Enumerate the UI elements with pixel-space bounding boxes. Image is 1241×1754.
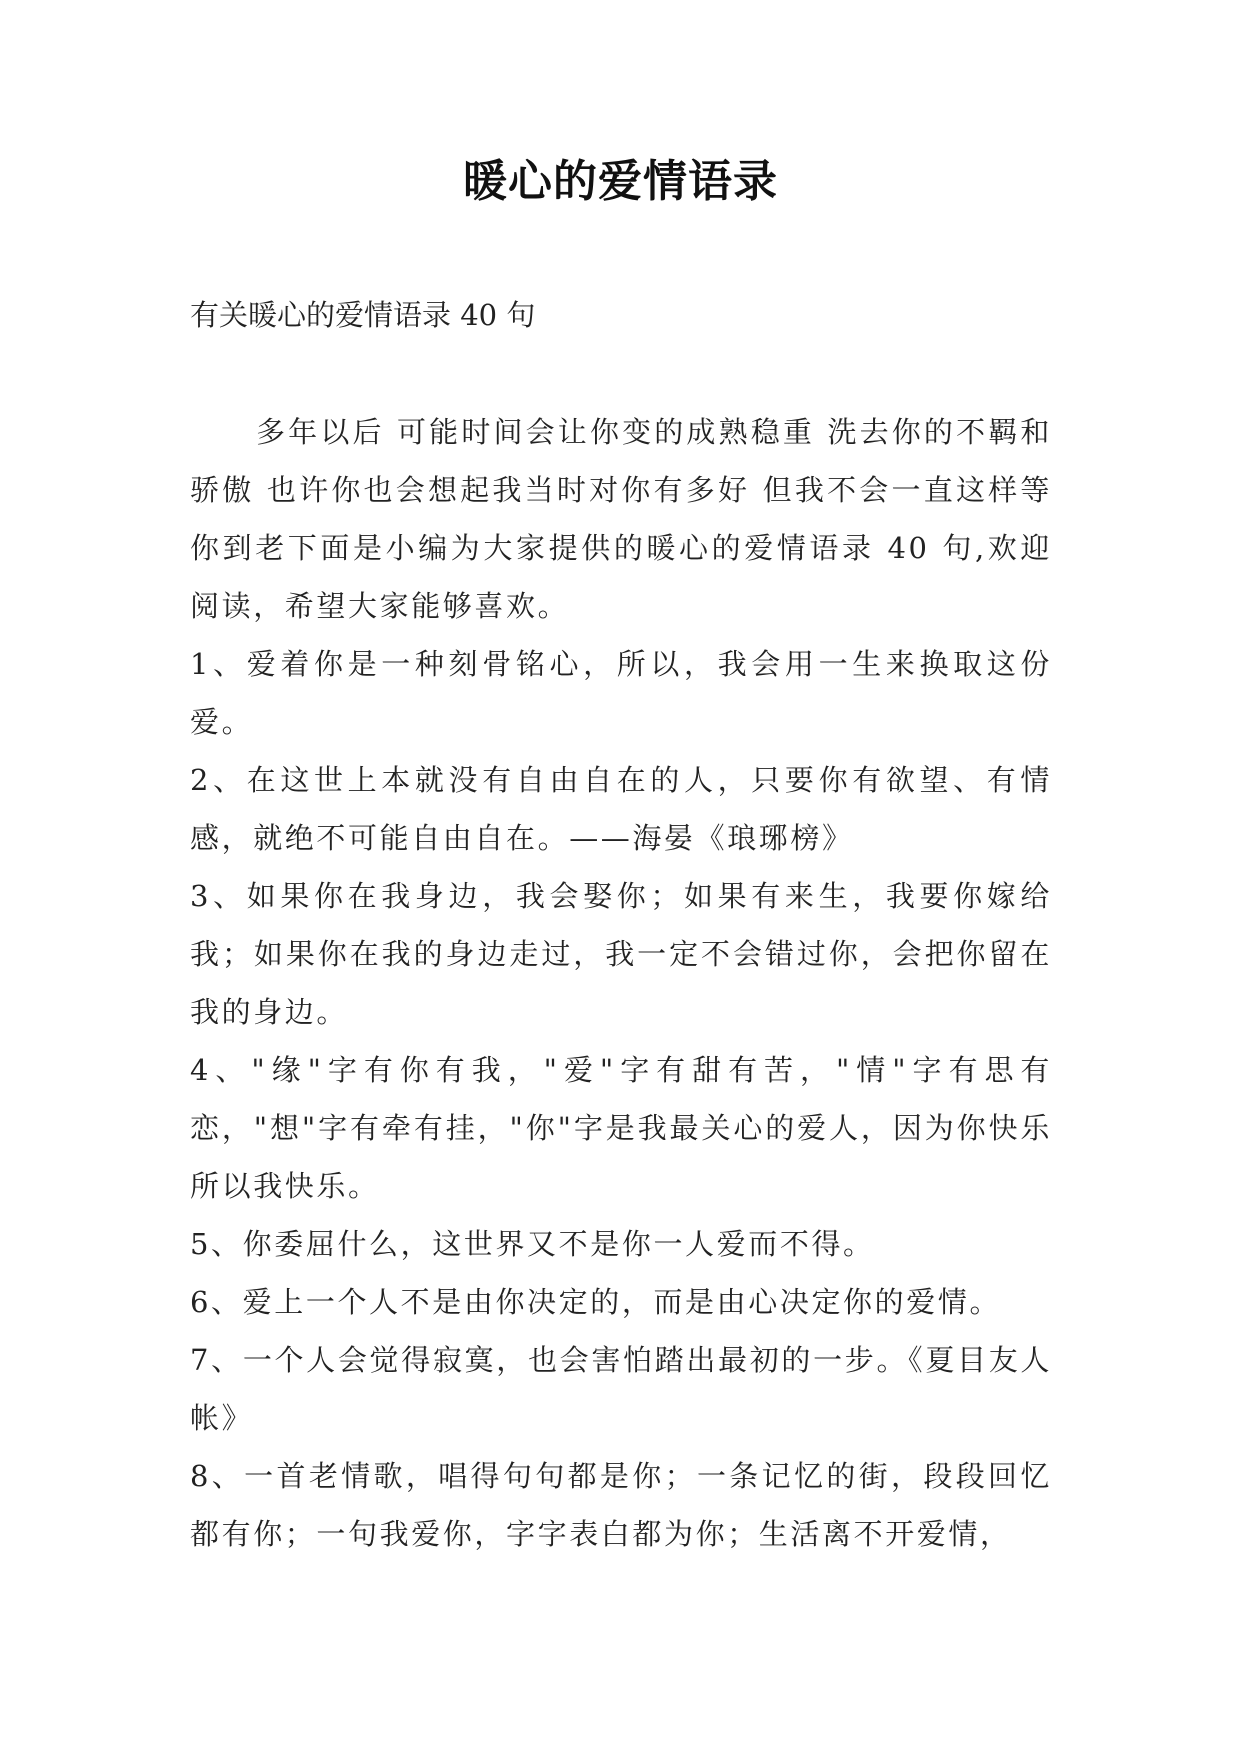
quote-paragraph: 6、爱上一个人不是由你决定的，而是由心决定你的爱情。	[190, 1285, 1002, 1319]
document-body	[190, 403, 1052, 1563]
quote-paragraph: 1、爱着你是一种刻骨铭心，所以，我会用一生来换取这份爱。	[190, 647, 1052, 739]
quote-paragraph: 4、"缘"字有你有我，"爱"字有甜有苦，"情"字有思有恋，"想"字有牵有挂，"你"字是我最关心的爱人，因为你快乐所以我快乐。	[190, 1053, 1052, 1203]
intro-paragraph: 多年以后 可能时间会让你变的成熟稳重 洗去你的不羁和骄傲 也许你也会想起我当时对你有多好 但我不会一直这样等你到老下面是小编为大家提供的暖心的爱情语录 40 句,欢迎阅读，希望大家能够喜欢。	[190, 415, 1052, 623]
quote-paragraph: 2、在这世上本就没有自由自在的人，只要你有欲望、有情感，就绝不可能自由自在。——海晏《琅琊榜》	[190, 763, 1052, 855]
document-title: 暖心的爱情语录	[463, 156, 778, 207]
quote-paragraph: 8、一首老情歌，唱得句句都是你；一条记忆的街，段段回忆都有你；一句我爱你，字字表白都为你；生活离不开爱情，	[190, 1459, 1052, 1551]
document-subtitle: 有关暖心的爱情语录 40 句	[190, 298, 536, 332]
quote-paragraph: 5、你委屈什么，这世界又不是你一人爱而不得。	[190, 1227, 875, 1261]
quote-paragraph: 7、一个人会觉得寂寞，也会害怕踏出最初的一步。《夏目友人帐》	[190, 1343, 1052, 1435]
quote-paragraph: 3、如果你在我身边，我会娶你；如果有来生，我要你嫁给我；如果你在我的身边走过，我一定不会错过你，会把你留在我的身边。	[190, 879, 1052, 1029]
